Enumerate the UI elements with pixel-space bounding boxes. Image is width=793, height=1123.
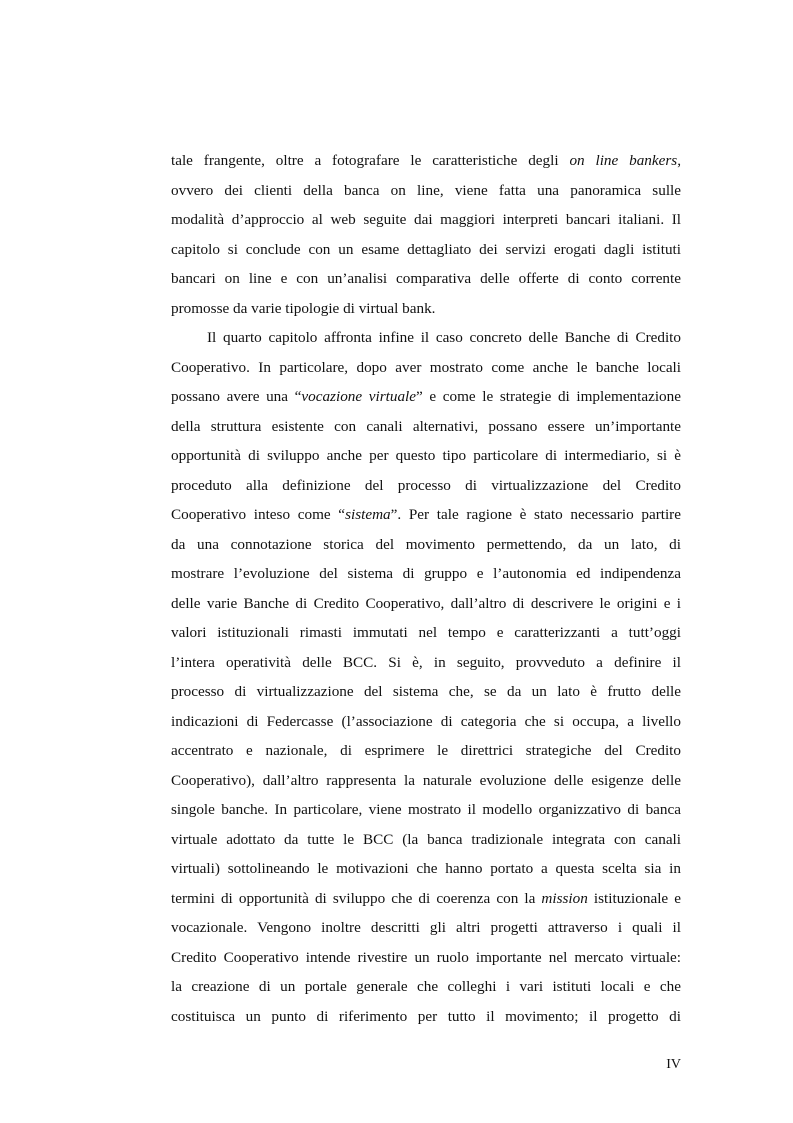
text-line — [171, 766, 681, 796]
text-line — [171, 559, 681, 589]
text-line — [171, 441, 681, 471]
text-segment: opportunità di sviluppo anche per questo tipo particolare di intermediario, si è — [171, 447, 681, 464]
text-segment: singole banche. In particolare, viene mostrato il modello organizzativo di banca — [171, 801, 681, 818]
text-segment: della struttura esistente con canali alternativi, possano essere un’importante — [171, 417, 681, 435]
text-line — [171, 294, 681, 324]
text-segment: istituzionale e — [587, 889, 681, 907]
text-segment: processo di virtualizzazione del sistema che, se da un lato è frutto delle — [171, 683, 681, 700]
text-segment: virtuale adottato da tutte le BCC (la banca tradizionale integrata con canali — [171, 830, 681, 848]
text-segment: Credito Cooperativo intende rivestire un ruolo importante nel mercato virtuale: — [171, 948, 681, 966]
text-line — [171, 176, 681, 206]
text-segment: Cooperativo), dall’altro rappresenta la naturale evoluzione delle esigenze delle — [171, 771, 681, 789]
text-segment: promosse da varie tipologie di virtual bank. — [171, 299, 436, 317]
text-line — [171, 707, 681, 737]
text-segment: modalità d’approccio al web seguite dai maggiori interpreti bancari italiani. Il — [171, 211, 681, 228]
text-line — [171, 205, 681, 235]
text-line — [171, 500, 681, 530]
text-segment: ovvero dei clienti della banca on line, viene fatta una panoramica sulle — [171, 181, 681, 199]
text-segment: l’intera operatività delle BCC. Si è, in seguito, provveduto a definire il — [171, 653, 681, 671]
text-line — [171, 972, 681, 1002]
text-segment: vocazionale. Vengono inoltre descritti gli altri progetti attraverso i quali il — [171, 919, 681, 936]
text-segment: indicazioni di Federcasse (l’associazione di categoria che si occupa, a livello — [171, 712, 681, 730]
text-line — [171, 264, 681, 294]
text-line — [171, 530, 681, 560]
text-line — [171, 146, 681, 176]
italic-text: mission — [541, 889, 588, 907]
text-line — [171, 353, 681, 383]
text-line — [171, 323, 681, 353]
text-line — [171, 913, 681, 943]
text-segment: possano avere una “ — [171, 388, 302, 405]
italic-text: on line bankers — [569, 152, 678, 169]
text-line — [171, 854, 681, 884]
text-segment: da una connotazione storica del movimento permettendo, da un lato, di — [171, 535, 681, 553]
text-segment: valori istituzionali rimasti immutati nel tempo e caratterizzanti a tutt’oggi — [171, 624, 681, 641]
body-text — [171, 146, 681, 1031]
text-segment: termini di opportunità di sviluppo che di coerenza con la — [171, 889, 542, 907]
text-segment: , — [677, 152, 681, 169]
text-segment: capitolo si conclude con un esame dettagliato dei servizi erogati dagli istituti — [171, 240, 681, 258]
text-line — [171, 471, 681, 501]
text-line — [171, 736, 681, 766]
text-segment: tale frangente, oltre a fotografare le caratteristiche degli — [171, 152, 570, 169]
text-line — [171, 943, 681, 973]
text-line — [171, 795, 681, 825]
text-segment: Cooperativo inteso come “ — [171, 506, 346, 523]
paragraph-2 — [171, 323, 681, 1031]
text-segment: bancari on line e con un’analisi comparativa delle offerte di conto corrente — [171, 270, 681, 287]
text-segment: Il quarto capitolo affronta infine il caso concreto delle Banche di Credito — [207, 329, 681, 346]
italic-text: vocazione virtuale — [301, 388, 416, 405]
text-line — [171, 884, 681, 914]
text-line — [171, 618, 681, 648]
text-line — [171, 825, 681, 855]
text-line — [171, 235, 681, 265]
page-number: IV — [666, 1057, 681, 1072]
text-segment: virtuali) sottolineando le motivazioni che hanno portato a questa scelta sia in — [171, 860, 681, 877]
text-segment: delle varie Banche di Credito Cooperativo, dall’altro di descrivere le origini e i — [171, 594, 681, 612]
italic-text: sistema — [345, 506, 391, 523]
text-line — [171, 589, 681, 619]
text-line — [171, 382, 681, 412]
text-segment: Cooperativo. In particolare, dopo aver mostrato come anche le banche locali — [171, 358, 681, 376]
text-segment: proceduto alla definizione del processo di virtualizzazione del Credito — [171, 476, 681, 494]
text-segment: costituisca un punto di riferimento per tutto il movimento; il progetto di — [171, 1007, 681, 1025]
text-line — [171, 648, 681, 678]
text-segment: ” e come le strategie di implementazione — [416, 388, 681, 405]
text-line — [171, 1002, 681, 1032]
text-segment: accentrato e nazionale, di esprimere le direttrici strategiche del Credito — [171, 742, 681, 759]
text-line — [171, 677, 681, 707]
text-segment: la creazione di un portale generale che colleghi i vari istituti locali e che — [171, 978, 681, 995]
paragraph-1 — [171, 146, 681, 323]
text-segment: ”. Per tale ragione è stato necessario partire — [390, 506, 681, 523]
text-segment: mostrare l’evoluzione del sistema di gruppo e l’autonomia ed indipendenza — [171, 565, 681, 582]
text-line — [171, 412, 681, 442]
